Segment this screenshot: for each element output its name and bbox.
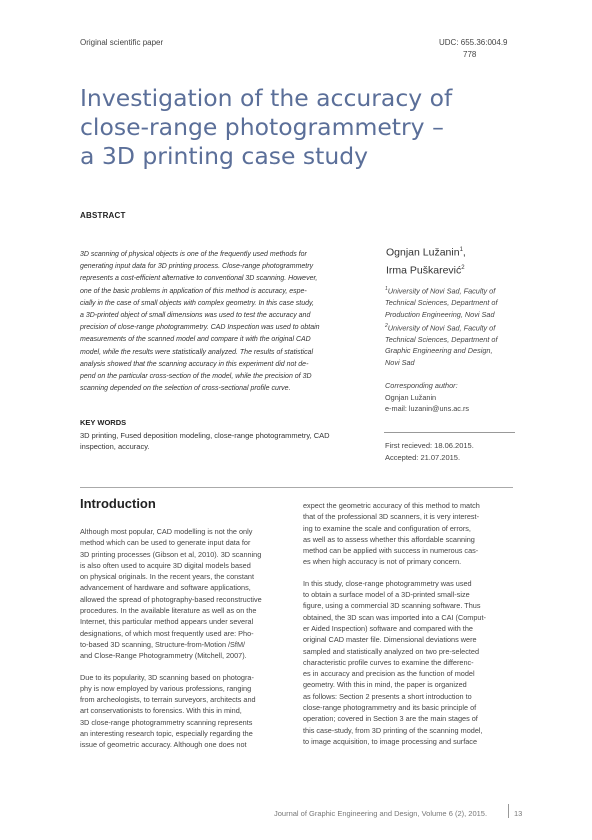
paragraph — [303, 578, 515, 747]
affiliation-line: Novi Sad — [385, 358, 415, 368]
affiliations — [385, 284, 515, 369]
page-number: 13 — [514, 809, 523, 818]
text-line: to obtain a surface model of a 3D-printed small-size — [303, 590, 470, 600]
affiliation-line: $^1$University of Novi Sad, Faculty of — [385, 286, 496, 296]
text-line: to image acquisition, to image processing and surface — [303, 736, 478, 746]
text-line: as follows: Section 2 presents a short introduction to — [303, 691, 472, 701]
text-line: designations, of which most frequently used are: Pho- — [80, 628, 254, 638]
text-line: is also often used to acquire 3D digital models based — [80, 560, 251, 570]
text-line: procedures. In the available literature as well as on the — [80, 606, 257, 616]
text-line: geometry. With this in mind, the paper is organized — [303, 680, 467, 690]
corresponding-email: e-mail: luzanin@uns.ac.rs — [385, 404, 470, 413]
text-line: allowed the spread of photography-based reconstructive — [80, 594, 262, 604]
affiliation-line: Technical Sciences, Department of — [385, 298, 498, 308]
introduction-right-column — [303, 500, 515, 757]
author-list — [386, 243, 466, 278]
text-line: phy is now employed by various professions, ranging — [80, 683, 252, 693]
corresponding-label: Corresponding author: — [385, 381, 458, 390]
text-line: es in accuracy and precision as the function of model — [303, 669, 475, 679]
text-line: art conservationists to forensics. With this in mind, — [80, 706, 242, 716]
text-line: Due to its popularity, 3D scanning based on photogra- — [80, 672, 254, 682]
text-line: es when high accuracy is not of primary concern. — [303, 557, 462, 567]
introduction-heading: Introduction — [80, 496, 156, 511]
abstract-line: cially in the case of small objects with complex geometry. In this case study, — [80, 299, 314, 307]
author-superscript: 2 — [461, 264, 465, 271]
author-superscript: 1 — [459, 247, 463, 253]
text-line: method can be applied with success in numerous cas- — [303, 546, 479, 556]
author-name: Irma Puškarević$^2$ — [386, 264, 465, 276]
text-line: In this study, close-range photogrammetry was used — [303, 578, 472, 588]
abstract-line: scanning depended on the selection of cross-sectional profile curve. — [80, 385, 291, 393]
section-divider — [80, 487, 513, 488]
paragraph — [80, 672, 280, 751]
abstract-text — [80, 249, 370, 395]
text-line: to-based 3D scanning, Structure-from-Motion /SfM/ — [80, 639, 246, 649]
text-line: expect the geometric accuracy of this method to match — [303, 501, 480, 510]
text-line: characteristic profile curves to examine the differenc- — [303, 657, 474, 667]
text-line: an interesting research topic, especially regarding the — [80, 729, 253, 739]
text-line: obtained, the 3D scan was imported into a CAI (Comput- — [303, 612, 486, 622]
text-line: from archeologists, to terrain surveyors, architects and — [80, 695, 256, 705]
affiliation-line: Production Engineering, Novi Sad — [385, 309, 495, 319]
text-line: on physical originals. In the recent years, the constant — [80, 572, 255, 582]
title-line: a 3D printing case study — [80, 142, 369, 170]
text-line: 3D printing processes (Gibson et al, 2010). 3D scanning — [80, 549, 262, 559]
text-line: method which can be used to generate input data for — [80, 538, 251, 548]
journal-footer: Journal of Graphic Engineering and Design, Volume 6 (2), 2015. — [274, 809, 488, 818]
text-line: operation; covered in Section 3 are the main stages of — [303, 714, 478, 724]
accepted-date: Accepted: 21.07.2015. — [385, 452, 461, 462]
text-line: original CAD master file. Dimensional deviations were — [303, 635, 477, 645]
paper-title — [80, 84, 460, 171]
dates — [385, 440, 474, 463]
corresponding-author — [385, 380, 469, 415]
text-line: ing to examine the scale and configuration of errors, — [303, 523, 471, 533]
text-line: 3D close-range photogrammetry scanning represents — [80, 717, 253, 727]
footer-divider — [508, 804, 509, 818]
udc-label: UDC: 655.36:004.9 — [439, 38, 508, 47]
affiliation-line: Technical Sciences, Department of — [385, 334, 498, 344]
abstract-line: generating input data for 3D printing process. Close-range photogrammetry — [80, 263, 314, 271]
title-line: close-range photogrammetry – — [80, 113, 444, 141]
text-line: and Close-Range Photogrammetry (Mitchell, 2007). — [80, 651, 247, 661]
received-date: First recieved: 18.06.2015. — [385, 441, 474, 450]
abstract-line: represents a cost-efficient alternative to conventional 3D scanning. However, — [80, 275, 318, 283]
paragraph — [303, 500, 515, 568]
abstract-heading: ABSTRACT — [80, 211, 126, 220]
corresponding-name: Ognjan Lužanin — [385, 392, 437, 402]
abstract-line: 3D scanning of physical objects is one of the frequently used methods for — [80, 251, 307, 258]
text-line: issue of geometric accuracy. Although one does not — [80, 740, 247, 750]
abstract-line: precision of close-range photogrammetry. CAD Inspection was used to obtain — [80, 324, 320, 332]
text-line: er Aided Inspection) software and compared with the — [303, 623, 473, 633]
text-line: sampled and statistically analyzed on two pre-selected — [303, 646, 480, 656]
text-line: that of the professional 3D scanners, it is very interest- — [303, 512, 480, 522]
keywords-heading: KEY WORDS — [80, 418, 127, 427]
text-line: advancement of hardware and software applications, — [80, 583, 251, 593]
paragraph — [80, 526, 280, 662]
abstract-line: measurements of the scanned model and compare it with the original CAD — [80, 336, 311, 344]
author-name: Ognjan Lužanin$^1$, — [386, 246, 466, 259]
abstract-line: model, while the results were statistically analyzed. The results of statistical — [80, 348, 314, 356]
abstract-line: one of the basic problems in application of this method is accuracy, espe- — [80, 287, 307, 295]
introduction-left-column — [80, 526, 280, 761]
keywords-line: inspection, accuracy. — [80, 442, 150, 451]
affiliation-line: $^2$University of Novi Sad, Faculty of — [385, 322, 496, 332]
dates-divider — [384, 432, 515, 433]
affiliation-line: Graphic Engineering and Design, — [385, 346, 493, 356]
abstract-line: analysis showed that the scanning accuracy in this experiment did not de- — [80, 360, 309, 368]
text-line: as well as to assess whether this affordable scanning — [303, 534, 475, 544]
paper-type-label: Original scientific paper — [80, 38, 164, 47]
text-line: Although most popular, CAD modelling is not the only — [80, 527, 253, 536]
text-line: close-range photogrammetry and its basic principle of — [303, 703, 477, 713]
udc-number: 778 — [463, 50, 477, 59]
keywords-text — [80, 430, 370, 452]
text-line: this case-study, from 3D printing of the scanning model, — [303, 725, 483, 735]
title-line: Investigation of the accuracy of — [80, 84, 453, 112]
abstract-line: a 3D-printed object of small dimensions was used to test the accuracy and — [80, 312, 311, 320]
text-line: figure, using a commercial 3D scanning software. Thus — [303, 601, 481, 611]
text-line: Internet, this particular method appears under several — [80, 617, 254, 627]
keywords-line: 3D printing, Fused deposition modeling, close-range photogrammetry, CAD — [80, 431, 330, 440]
abstract-line: pend on the particular cross-section of the model, while the precision of 3D — [80, 373, 312, 381]
